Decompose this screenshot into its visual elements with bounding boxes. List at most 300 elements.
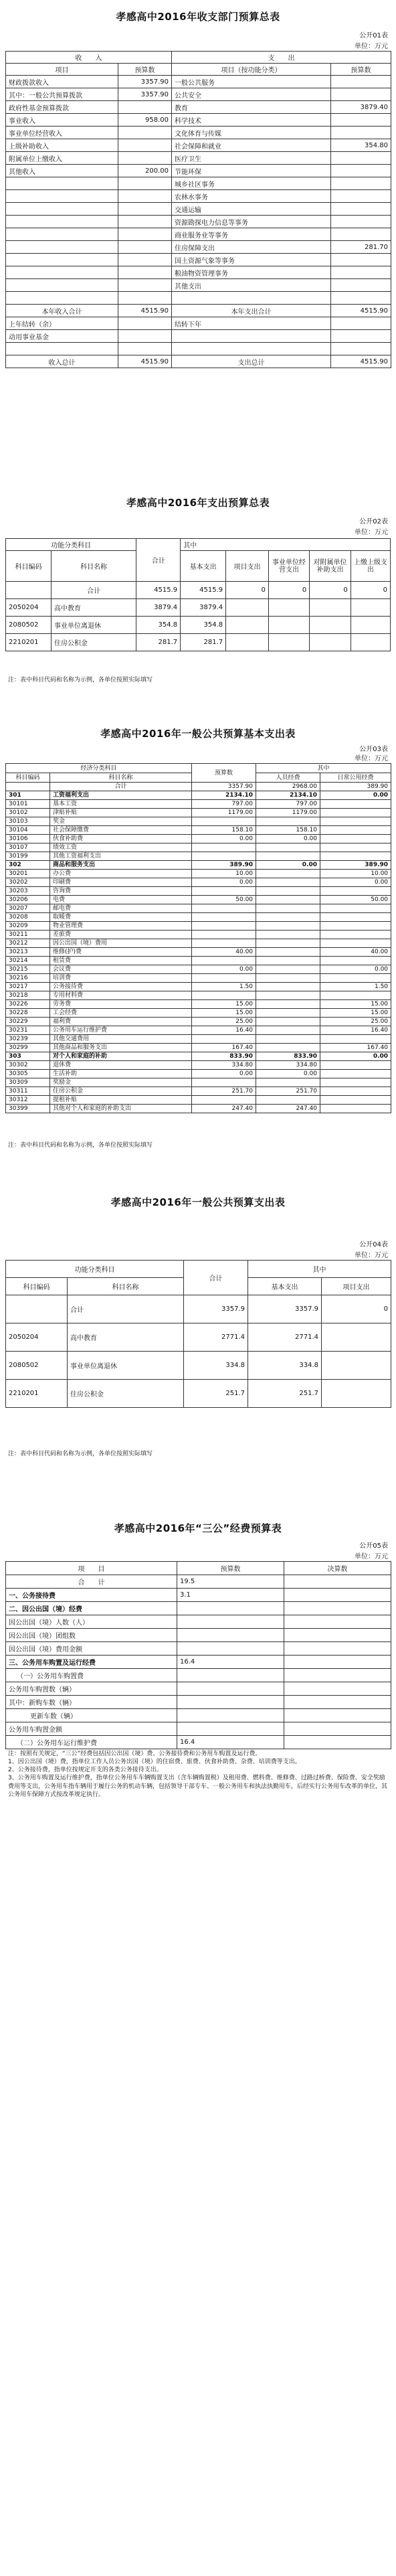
- table4-qizhong-header: 其中: [248, 1261, 391, 1278]
- table-row: [6, 913, 391, 922]
- table-row: [6, 1736, 391, 1749]
- subject-name: 基本工资: [50, 800, 192, 809]
- table-row: [6, 931, 391, 939]
- person-value: [256, 878, 320, 887]
- subject-code: 30202: [6, 878, 50, 887]
- subject-code: 2050204: [6, 599, 52, 617]
- table5-final-header: 决算数: [284, 1562, 391, 1575]
- daily-value: 0.00: [320, 1052, 391, 1061]
- subject-code: 30215: [6, 965, 50, 974]
- subject-code: 30299: [6, 1044, 50, 1052]
- budget-value: [177, 1629, 284, 1642]
- income-budget: [118, 152, 172, 165]
- table1-title: 孝感高中2016年收支部门预算总表: [116, 11, 280, 23]
- table-row: [6, 1035, 391, 1044]
- table-row: [6, 878, 391, 887]
- table-row: [6, 582, 391, 599]
- item-name: （二）公务用车运行维护费: [6, 1736, 177, 1749]
- subject-name: 伙食补助费: [50, 835, 192, 843]
- subject-code: 30199: [6, 852, 50, 861]
- expense-budget: [331, 279, 391, 292]
- subject-name: 维修(护)费: [50, 948, 192, 957]
- table-row: [6, 826, 391, 835]
- expense-budget: [331, 317, 391, 330]
- subject-name: 福利费: [50, 1018, 192, 1026]
- daily-value: [320, 817, 391, 826]
- budget-value: 3.1: [177, 1589, 284, 1602]
- income-item: [6, 228, 118, 241]
- daily-value: 167.40: [320, 1044, 391, 1052]
- table-row: [6, 1629, 391, 1642]
- subject-name: 高中教育: [52, 599, 136, 617]
- item-name: 公务用车购置数（辆）: [6, 1682, 177, 1696]
- income-item: 其他收入: [6, 165, 118, 177]
- income-budget: [118, 101, 172, 114]
- project-value: [322, 1352, 391, 1380]
- table-row: [6, 965, 391, 974]
- person-value: [256, 991, 320, 1000]
- operating-value: [268, 634, 309, 651]
- subject-name: 培训费: [50, 974, 192, 983]
- table3-code: 公开03表: [359, 746, 388, 753]
- table2-expenditure-summary: [5, 538, 391, 651]
- budget-value: [177, 1602, 284, 1615]
- final-value: [284, 1656, 391, 1669]
- budget-value: [192, 991, 256, 1000]
- expense-item: [172, 343, 331, 355]
- table-row: [6, 152, 391, 165]
- budget-value: 0.00: [192, 878, 256, 887]
- daily-value: 15.00: [320, 1009, 391, 1018]
- budget-value: 251.70: [192, 1087, 256, 1096]
- subject-name: 住房公积金: [50, 1087, 192, 1096]
- table-row: [6, 1615, 391, 1629]
- table4-total-header: 合计: [184, 1261, 248, 1295]
- final-value: [284, 1602, 391, 1615]
- table5-code: 公开05表: [359, 1542, 388, 1550]
- subject-name: 住房公积金: [68, 1380, 184, 1408]
- subject-name: 奖励金: [50, 1078, 192, 1087]
- item-name: 更新车数（辆）: [6, 1709, 177, 1722]
- table-row: [6, 1052, 391, 1061]
- table-row: [6, 843, 391, 852]
- table2-sub-basic: 基本支出: [181, 551, 226, 582]
- expense-budget: 354.80: [331, 139, 391, 152]
- budget-value: 334.80: [192, 1061, 256, 1070]
- subject-name: 因公出国（境）费用: [50, 939, 192, 948]
- person-value: [256, 1078, 320, 1087]
- person-value: [256, 896, 320, 904]
- person-value: [256, 904, 320, 913]
- table5-notes: [8, 1750, 388, 1799]
- subject-name: 咨询费: [50, 887, 192, 896]
- person-value: 0.00: [256, 1070, 320, 1078]
- budget-value: [192, 957, 256, 965]
- income-item: 附属单位上缴收入: [6, 152, 118, 165]
- budget-value: 3357.90: [192, 783, 256, 791]
- budget-value: 19.5: [177, 1575, 284, 1589]
- subject-code: 30206: [6, 896, 50, 904]
- expense-item: 住房保障支出: [172, 241, 331, 254]
- budget-value: 1179.00: [192, 809, 256, 817]
- subject-code: 303: [6, 1052, 50, 1061]
- daily-value: [320, 1105, 391, 1113]
- budget-value: [192, 974, 256, 983]
- project-value: [226, 634, 269, 651]
- table2-sub-upper: 上缴上级支出: [351, 551, 390, 582]
- table-row: [6, 870, 391, 878]
- daily-value: [320, 931, 391, 939]
- table5-budget-header: 预算数: [177, 1562, 284, 1575]
- budget-value: 10.00: [192, 870, 256, 878]
- table-row: [6, 817, 391, 826]
- project-value: [322, 1380, 391, 1408]
- table3-name-header: 科目名称: [50, 773, 192, 783]
- table-row: [6, 852, 391, 861]
- expense-budget: [331, 76, 391, 88]
- table4-func-header: 功能分类科目: [6, 1261, 184, 1278]
- table3-note: 注：表中科目代码和名称为示例，各单位按照实际填写: [8, 1142, 153, 1149]
- income-item: [6, 177, 118, 190]
- table-row: [6, 139, 391, 152]
- final-value: [284, 1722, 391, 1736]
- subject-code: 30218: [6, 991, 50, 1000]
- expense-budget: [331, 165, 391, 177]
- operating-value: 0: [268, 582, 309, 599]
- subject-name: 工资福利支出: [50, 791, 192, 800]
- budget-value: 16.4: [177, 1656, 284, 1669]
- subject-code: 30312: [6, 1096, 50, 1105]
- final-value: [284, 1696, 391, 1709]
- daily-value: [320, 809, 391, 817]
- table4-code: 公开04表: [359, 1241, 388, 1249]
- basic-value: 4515.9: [181, 582, 226, 599]
- table-row: [6, 228, 391, 241]
- person-value: [256, 1009, 320, 1018]
- subject-name: 合计: [50, 783, 192, 791]
- budget-value: 158.10: [192, 826, 256, 835]
- expense-item: 商业服务业等事务: [172, 228, 331, 241]
- table4-note: 注：表中科目代码和名称为示例，各单位按照实际填写: [8, 1451, 153, 1457]
- budget-value: [192, 817, 256, 826]
- subject-code: 30214: [6, 957, 50, 965]
- table3-unit: 单位：万元: [355, 755, 388, 762]
- expense-item: 农林水事务: [172, 190, 331, 203]
- table-row: [6, 292, 391, 305]
- expense-budget: 4515.90: [331, 305, 391, 317]
- subject-name: 生活补助: [50, 1070, 192, 1078]
- subject-code: 30311: [6, 1087, 50, 1096]
- project-value: [322, 1323, 391, 1352]
- income-budget: [118, 343, 172, 355]
- expense-budget: [331, 292, 391, 305]
- table1-budget-summary: [5, 51, 391, 368]
- income-budget: [118, 190, 172, 203]
- table-row: [6, 127, 391, 139]
- expense-item: 节能环保: [172, 165, 331, 177]
- table-row: [6, 1295, 391, 1323]
- subject-code: 30212: [6, 939, 50, 948]
- budget-value: 16.4: [177, 1736, 284, 1749]
- budget-value: [177, 1642, 284, 1656]
- project-value: [226, 599, 269, 617]
- income-item: [6, 279, 118, 292]
- table-row: [6, 1087, 391, 1096]
- income-budget: [118, 228, 172, 241]
- table1-col-item-func: 项目（按功能分类）: [172, 64, 331, 76]
- table-row: [6, 254, 391, 266]
- expense-item: 一般公共服务: [172, 76, 331, 88]
- table-row: [6, 1602, 391, 1615]
- budget-value: 25.00: [192, 1018, 256, 1026]
- item-name: 因公出国（境）团组数: [6, 1629, 177, 1642]
- person-value: 247.40: [256, 1105, 320, 1113]
- daily-value: 15.00: [320, 1000, 391, 1009]
- subject-code: 30207: [6, 904, 50, 913]
- income-item: 本年收入合计: [6, 305, 118, 317]
- budget-value: 15.00: [192, 1000, 256, 1009]
- upper-value: [351, 634, 390, 651]
- person-value: [256, 1035, 320, 1044]
- income-budget: [118, 216, 172, 228]
- budget-value: [192, 931, 256, 939]
- table-row: [6, 599, 391, 617]
- affiliate-value: [310, 599, 351, 617]
- basic-value: 3879.4: [181, 599, 226, 617]
- expense-budget: [331, 266, 391, 279]
- daily-value: [320, 826, 391, 835]
- person-value: [256, 1000, 320, 1009]
- expense-budget: [331, 343, 391, 355]
- table-row: [6, 1009, 391, 1018]
- budget-value: 15.00: [192, 1009, 256, 1018]
- subject-name: 取暖费: [50, 913, 192, 922]
- daily-value: [320, 1087, 391, 1096]
- expense-budget: 4515.90: [331, 355, 391, 368]
- budget-value: [192, 852, 256, 861]
- final-value: [284, 1642, 391, 1656]
- expense-item: 公共安全: [172, 88, 331, 101]
- income-item: [6, 241, 118, 254]
- daily-value: 0.00: [320, 878, 391, 887]
- budget-value: [192, 922, 256, 931]
- expense-item: 城乡社区事务: [172, 177, 331, 190]
- table-row: [6, 1696, 391, 1709]
- daily-value: [320, 974, 391, 983]
- table-row: [6, 101, 391, 114]
- table5-unit: 单位：万元: [355, 1553, 388, 1560]
- expense-budget: [331, 177, 391, 190]
- income-item: [6, 292, 118, 305]
- table-row: [6, 835, 391, 843]
- budget-value: [192, 1078, 256, 1087]
- table-row: [6, 1026, 391, 1035]
- budget-value: [177, 1669, 284, 1682]
- item-name: 公务用车购置金额: [6, 1722, 177, 1736]
- daily-value: 389.90: [320, 861, 391, 870]
- item-name: 因公出国（境）费用金额: [6, 1642, 177, 1656]
- table-row: [6, 634, 391, 651]
- income-budget: [118, 241, 172, 254]
- daily-value: [320, 1078, 391, 1087]
- subject-code: 2050204: [6, 1323, 68, 1352]
- table-row: [6, 1589, 391, 1602]
- expense-item: [172, 292, 331, 305]
- budget-value: [192, 843, 256, 852]
- income-budget: 3357.90: [118, 76, 172, 88]
- person-value: 0.00: [256, 861, 320, 870]
- daily-value: 40.00: [320, 948, 391, 957]
- note-line: 1、因公出国（境）费，指单位工作人员公务出国（境）的住宿费、旅费、伙食补助费、杂费、培训费等支出。: [8, 1759, 301, 1766]
- final-value: [284, 1736, 391, 1749]
- basic-value: 3357.9: [248, 1295, 322, 1323]
- table-row: [6, 896, 391, 904]
- table4-title: 孝感高中2016年一般公共预算支出表: [110, 1196, 286, 1208]
- person-value: [256, 1044, 320, 1052]
- subject-code: 30203: [6, 887, 50, 896]
- final-value: [284, 1669, 391, 1682]
- table3-code-header: 科目编码: [6, 773, 50, 783]
- table2-qizhong-header: 其中: [181, 539, 391, 551]
- budget-value: [192, 1096, 256, 1105]
- upper-value: [351, 599, 390, 617]
- income-budget: [118, 203, 172, 216]
- table-row: [6, 1044, 391, 1052]
- table-row: [6, 974, 391, 983]
- basic-value: 334.8: [248, 1352, 322, 1380]
- table3-qizhong-header: 其中: [256, 764, 391, 773]
- budget-value: [192, 939, 256, 948]
- basic-value: 251.7: [248, 1380, 322, 1408]
- total-value: 281.7: [136, 634, 181, 651]
- budget-value: 167.40: [192, 1044, 256, 1052]
- subject-name: 提租补贴: [50, 1096, 192, 1105]
- table1-unit: 单位：万元: [355, 43, 388, 50]
- person-value: [256, 922, 320, 931]
- final-value: [284, 1575, 391, 1589]
- table-row: [6, 165, 391, 177]
- final-value: [284, 1629, 391, 1642]
- total-value: 2771.4: [184, 1323, 248, 1352]
- person-value: [256, 939, 320, 948]
- subject-name: 电费: [50, 896, 192, 904]
- income-item: 政府性基金预算拨款: [6, 101, 118, 114]
- person-value: 158.10: [256, 826, 320, 835]
- person-value: [256, 1026, 320, 1035]
- basic-value: 2771.4: [248, 1323, 322, 1352]
- subject-code: 30231: [6, 1026, 50, 1035]
- budget-value: 0.00: [192, 1070, 256, 1078]
- table-row: [6, 216, 391, 228]
- table4-unit: 单位：万元: [355, 1252, 388, 1259]
- table1-income-header: 收 入: [6, 52, 172, 64]
- subject-code: 30302: [6, 1061, 50, 1070]
- project-value: 0: [226, 582, 269, 599]
- expense-item: 医疗卫生: [172, 152, 331, 165]
- subject-name: 合计: [52, 582, 136, 599]
- subject-code: 30106: [6, 835, 50, 843]
- table-row: [6, 1682, 391, 1696]
- total-value: 3879.4: [136, 599, 181, 617]
- table1-expense-header: 支 出: [172, 52, 391, 64]
- income-item: 上年结转（余）: [6, 317, 118, 330]
- income-budget: 200.00: [118, 165, 172, 177]
- person-value: 2134.10: [256, 791, 320, 800]
- subject-code: 30226: [6, 1000, 50, 1009]
- daily-value: [320, 1070, 391, 1078]
- expense-budget: [331, 88, 391, 101]
- person-value: 833.90: [256, 1052, 320, 1061]
- daily-value: [320, 991, 391, 1000]
- subject-code: 30229: [6, 1018, 50, 1026]
- expense-item: 其他支出: [172, 279, 331, 292]
- subject-name: 事业单位离退休: [68, 1352, 184, 1380]
- subject-name: 专用材料费: [50, 991, 192, 1000]
- item-name: 二、因公出国（境）经费: [6, 1602, 177, 1615]
- subject-code: 2080502: [6, 1352, 68, 1380]
- table-row: [6, 1323, 391, 1352]
- table-row: [6, 317, 391, 330]
- daily-value: [320, 800, 391, 809]
- person-value: [256, 913, 320, 922]
- subject-name: 事业单位离退休: [52, 617, 136, 634]
- subject-code: 30101: [6, 800, 50, 809]
- income-budget: 4515.90: [118, 355, 172, 368]
- table-row: [6, 791, 391, 800]
- expense-item: 结转下年: [172, 317, 331, 330]
- expense-budget: [331, 152, 391, 165]
- expense-budget: [331, 254, 391, 266]
- expense-item: 本年支出合计: [172, 305, 331, 317]
- table3-basic-expenditure: [5, 763, 391, 1113]
- budget-value: [192, 904, 256, 913]
- expense-item: 资源勘探电力信息等事务: [172, 216, 331, 228]
- table3-person-header: 人员经费: [256, 773, 320, 783]
- income-budget: [118, 330, 172, 343]
- table-row: [6, 343, 391, 355]
- subject-code: [6, 783, 50, 791]
- table-row: [6, 1380, 391, 1408]
- subject-name: 绩效工资: [50, 843, 192, 852]
- daily-value: 16.40: [320, 1026, 391, 1035]
- upper-value: [351, 617, 390, 634]
- income-item: 收入总计: [6, 355, 118, 368]
- expense-budget: 281.70: [331, 241, 391, 254]
- expense-budget: [331, 203, 391, 216]
- item-name: 其中：新购车数（辆）: [6, 1696, 177, 1709]
- table-row: [6, 76, 391, 88]
- income-item: [6, 190, 118, 203]
- table-row: [6, 1105, 391, 1113]
- expense-item: 粮油物资管理事务: [172, 266, 331, 279]
- budget-value: 1.50: [192, 983, 256, 991]
- subject-code: 30213: [6, 948, 50, 957]
- table-row: [6, 1018, 391, 1026]
- income-budget: [118, 254, 172, 266]
- table2-total-header: 合计: [136, 539, 181, 582]
- budget-value: [177, 1615, 284, 1629]
- person-value: [256, 931, 320, 939]
- budget-value: 0.00: [192, 835, 256, 843]
- table-row: [6, 1669, 391, 1682]
- income-budget: [118, 127, 172, 139]
- table-row: [6, 939, 391, 948]
- subject-code: 2210201: [6, 1380, 68, 1408]
- table-row: [6, 1642, 391, 1656]
- table-row: [6, 983, 391, 991]
- income-budget: [118, 279, 172, 292]
- budget-value: 50.00: [192, 896, 256, 904]
